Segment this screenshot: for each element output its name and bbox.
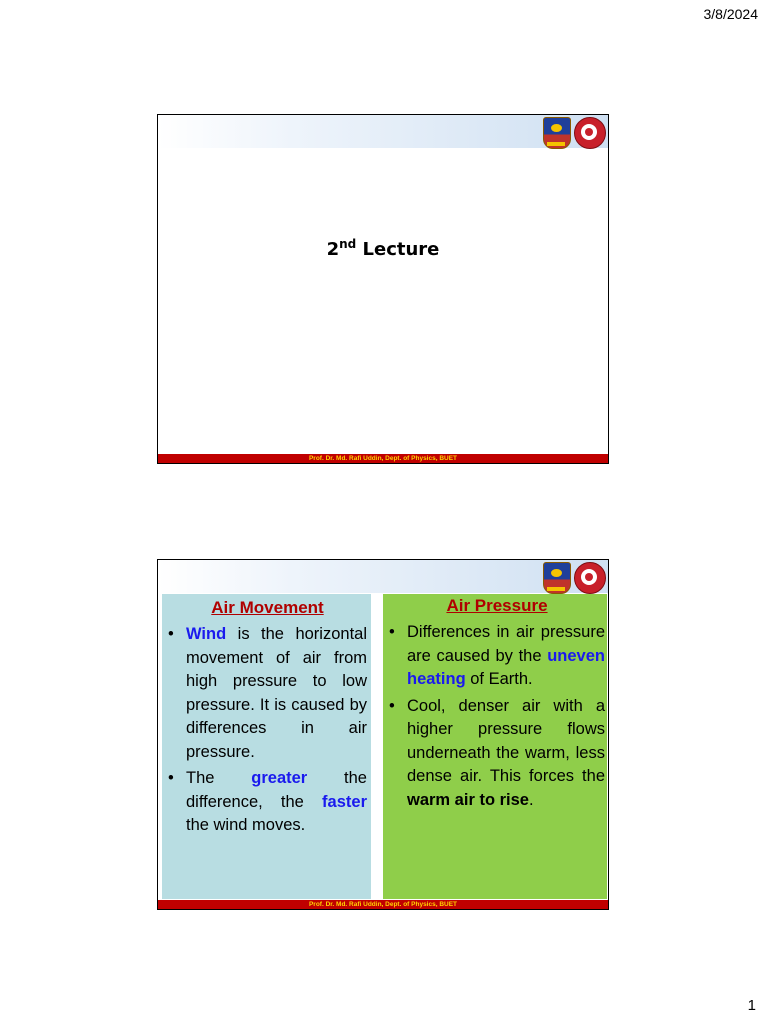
logo-group: [543, 117, 606, 149]
bullet-icon: •: [389, 623, 395, 641]
bullet-list: [168, 623, 367, 838]
university-crest-icon: [543, 117, 571, 149]
list-item: • Wind is the horizontal movement of air from high pressure to low pressure. It is caused by differences in air pressure.: [168, 625, 367, 761]
panel-heading: Air Movement: [211, 598, 324, 617]
panel-heading: Air Pressure: [446, 596, 548, 615]
slide-2: [157, 559, 609, 910]
slide-title: 2nd Lecture: [326, 237, 440, 260]
list-item: • The greater the difference, the faster the wind moves.: [168, 769, 367, 834]
bullet-icon: •: [389, 696, 395, 715]
list-item: • Cool, denser air with a higher pressure flows underneath the warm, less dense air. This forces the warm air to rise.: [389, 696, 605, 809]
page-number: 1: [747, 997, 756, 1014]
slide-1: [157, 114, 609, 464]
slide-header-band: [158, 560, 608, 593]
air-movement-panel: [162, 594, 371, 899]
slide-footer: Prof. Dr. Md. Rafi Uddin, Dept. of Physics, BUET: [158, 900, 608, 909]
university-crest-icon: [543, 562, 571, 594]
bullet-icon: •: [168, 769, 174, 787]
list-item: • Differences in air pressure are caused by the uneven heating of Earth.: [389, 623, 605, 688]
buet-seal-icon: [574, 562, 606, 594]
buet-seal-icon: [574, 117, 606, 149]
slide-footer: Prof. Dr. Md. Rafi Uddin, Dept. of Physics, BUET: [158, 454, 608, 463]
bullet-icon: •: [168, 625, 174, 643]
air-pressure-panel: [383, 594, 607, 899]
page-date: 3/8/2024: [703, 6, 758, 22]
slide-header-band: [158, 115, 608, 148]
logo-group: [543, 562, 606, 594]
bullet-list: [389, 621, 605, 812]
